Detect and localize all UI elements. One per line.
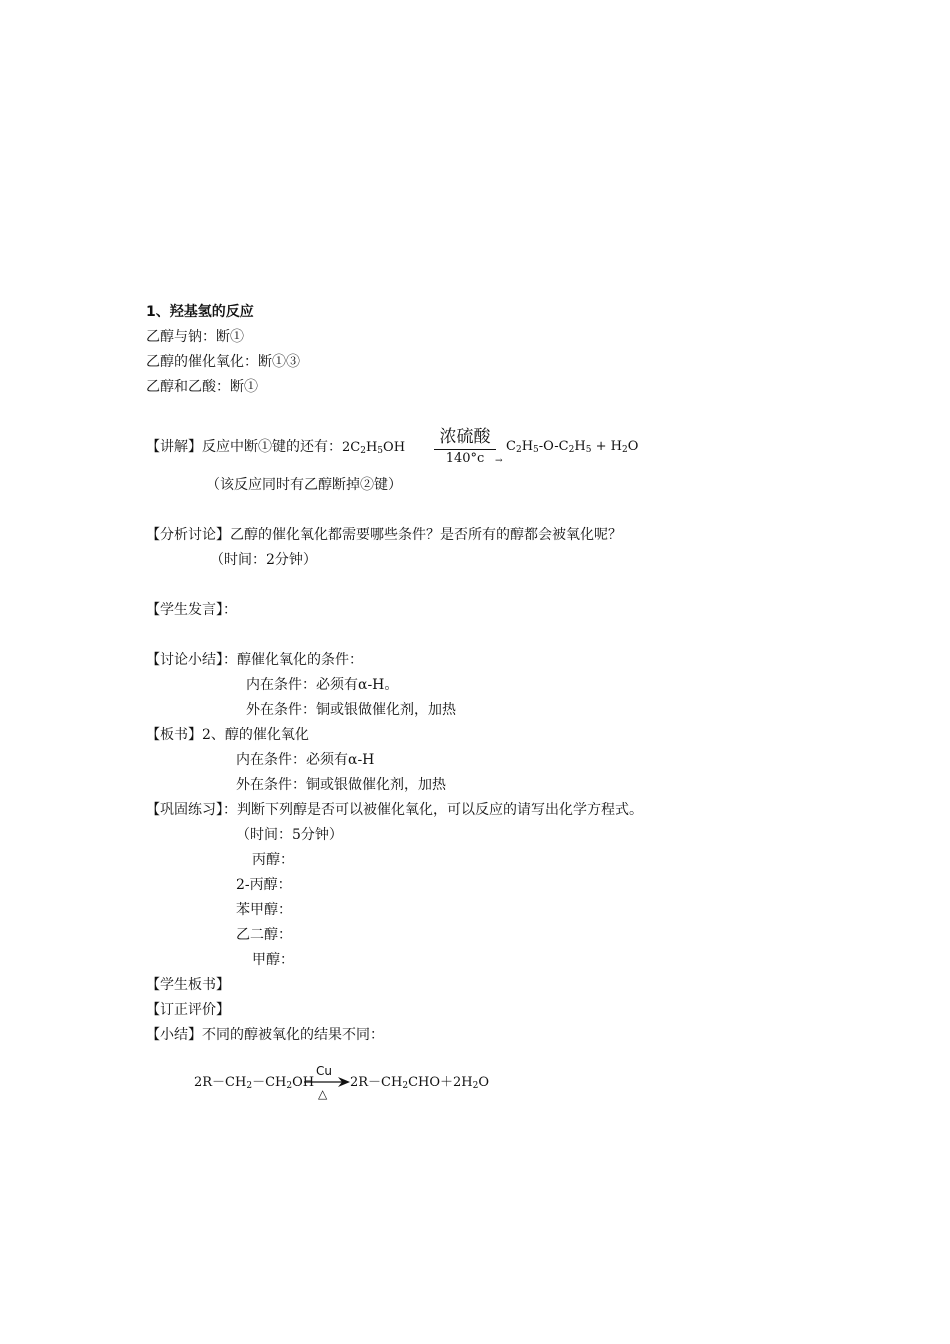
summary-line: [146, 650, 363, 670]
oxidation-catalyst: Cu: [316, 1064, 332, 1078]
board-label: 【板书】: [146, 727, 202, 743]
equation-rhs: $C_2H_5-O-C_2H_5 + H_2O$: [506, 439, 639, 455]
summary-text: ：醇催化氧化的条件：: [223, 652, 363, 668]
reaction-line-1: 乙醇与钠：断①: [146, 329, 244, 345]
practice-item: 乙二醇：: [236, 927, 292, 943]
equation-lhs: $2C_2H_5OH$: [342, 440, 406, 456]
reaction-line-3: 乙醇和乙酸：断①: [146, 379, 258, 395]
lecture-label: 【讲解】: [146, 439, 202, 455]
student-speech: 【学生发言】：: [146, 602, 237, 618]
oxidation-rhs: $2R-CH_2CHO+2H_2O$: [350, 1075, 490, 1091]
condition-rule: [434, 449, 496, 450]
board-text: 2、醇的催化氧化: [202, 727, 309, 743]
lecture-line: [146, 437, 405, 458]
conclusion-text: 不同的醇被氧化的结果不同：: [202, 1027, 384, 1043]
summary-inner-condition: 内在条件：必须有α-H。: [246, 677, 399, 693]
practice-item: 2-丙醇：: [236, 877, 292, 893]
conclusion-label: 【小结】: [146, 1027, 202, 1043]
condition-catalyst: 浓硫酸: [439, 427, 491, 447]
practice-line: [146, 800, 643, 820]
practice-time: （时间：5分钟）: [236, 827, 343, 843]
summary-outer-condition: 外在条件：铜或银做催化剂，加热: [246, 702, 456, 718]
lecture-text: 反应中断①键的还有：: [202, 439, 342, 455]
reaction-line-2: 乙醇的催化氧化：断①③: [146, 354, 300, 370]
analysis-text: 乙醇的催化氧化都需要哪些条件？是否所有的醇都会被氧化呢？: [230, 527, 622, 543]
board-outer-condition: 外在条件：铜或银做催化剂，加热: [236, 777, 446, 793]
student-board: 【学生板书】: [146, 977, 230, 993]
board-line: [146, 725, 309, 745]
analysis-line: [146, 525, 622, 545]
summary-label: 【讨论小结】: [146, 652, 223, 668]
conclusion-line: [146, 1025, 384, 1045]
practice-item: 甲醇：: [252, 952, 294, 968]
analysis-label: 【分析讨论】: [146, 527, 230, 543]
condition-temperature: 140°c: [445, 451, 485, 466]
practice-item: 丙醇：: [252, 852, 294, 868]
lecture-note: （该反应同时有乙醇断掉②键）: [206, 477, 402, 493]
section-heading: 1、羟基氢的反应: [146, 304, 254, 320]
analysis-time: （时间：2分钟）: [210, 552, 317, 568]
oxidation-heat-icon: △: [318, 1087, 328, 1101]
reaction-condition: [434, 426, 496, 467]
practice-item: 苯甲醇：: [236, 902, 292, 918]
oxidation-lhs: $2R-CH_2-CH_2OH$: [194, 1075, 315, 1091]
practice-text: ：判断下列醇是否可以被催化氧化，可以反应的请写出化学方程式。: [223, 802, 643, 818]
correction: 【订正评价】: [146, 1002, 230, 1018]
reaction-arrow-icon: →: [495, 456, 503, 466]
board-inner-condition: 内在条件：必须有α-H: [236, 752, 375, 768]
practice-label: 【巩固练习】: [146, 802, 223, 818]
